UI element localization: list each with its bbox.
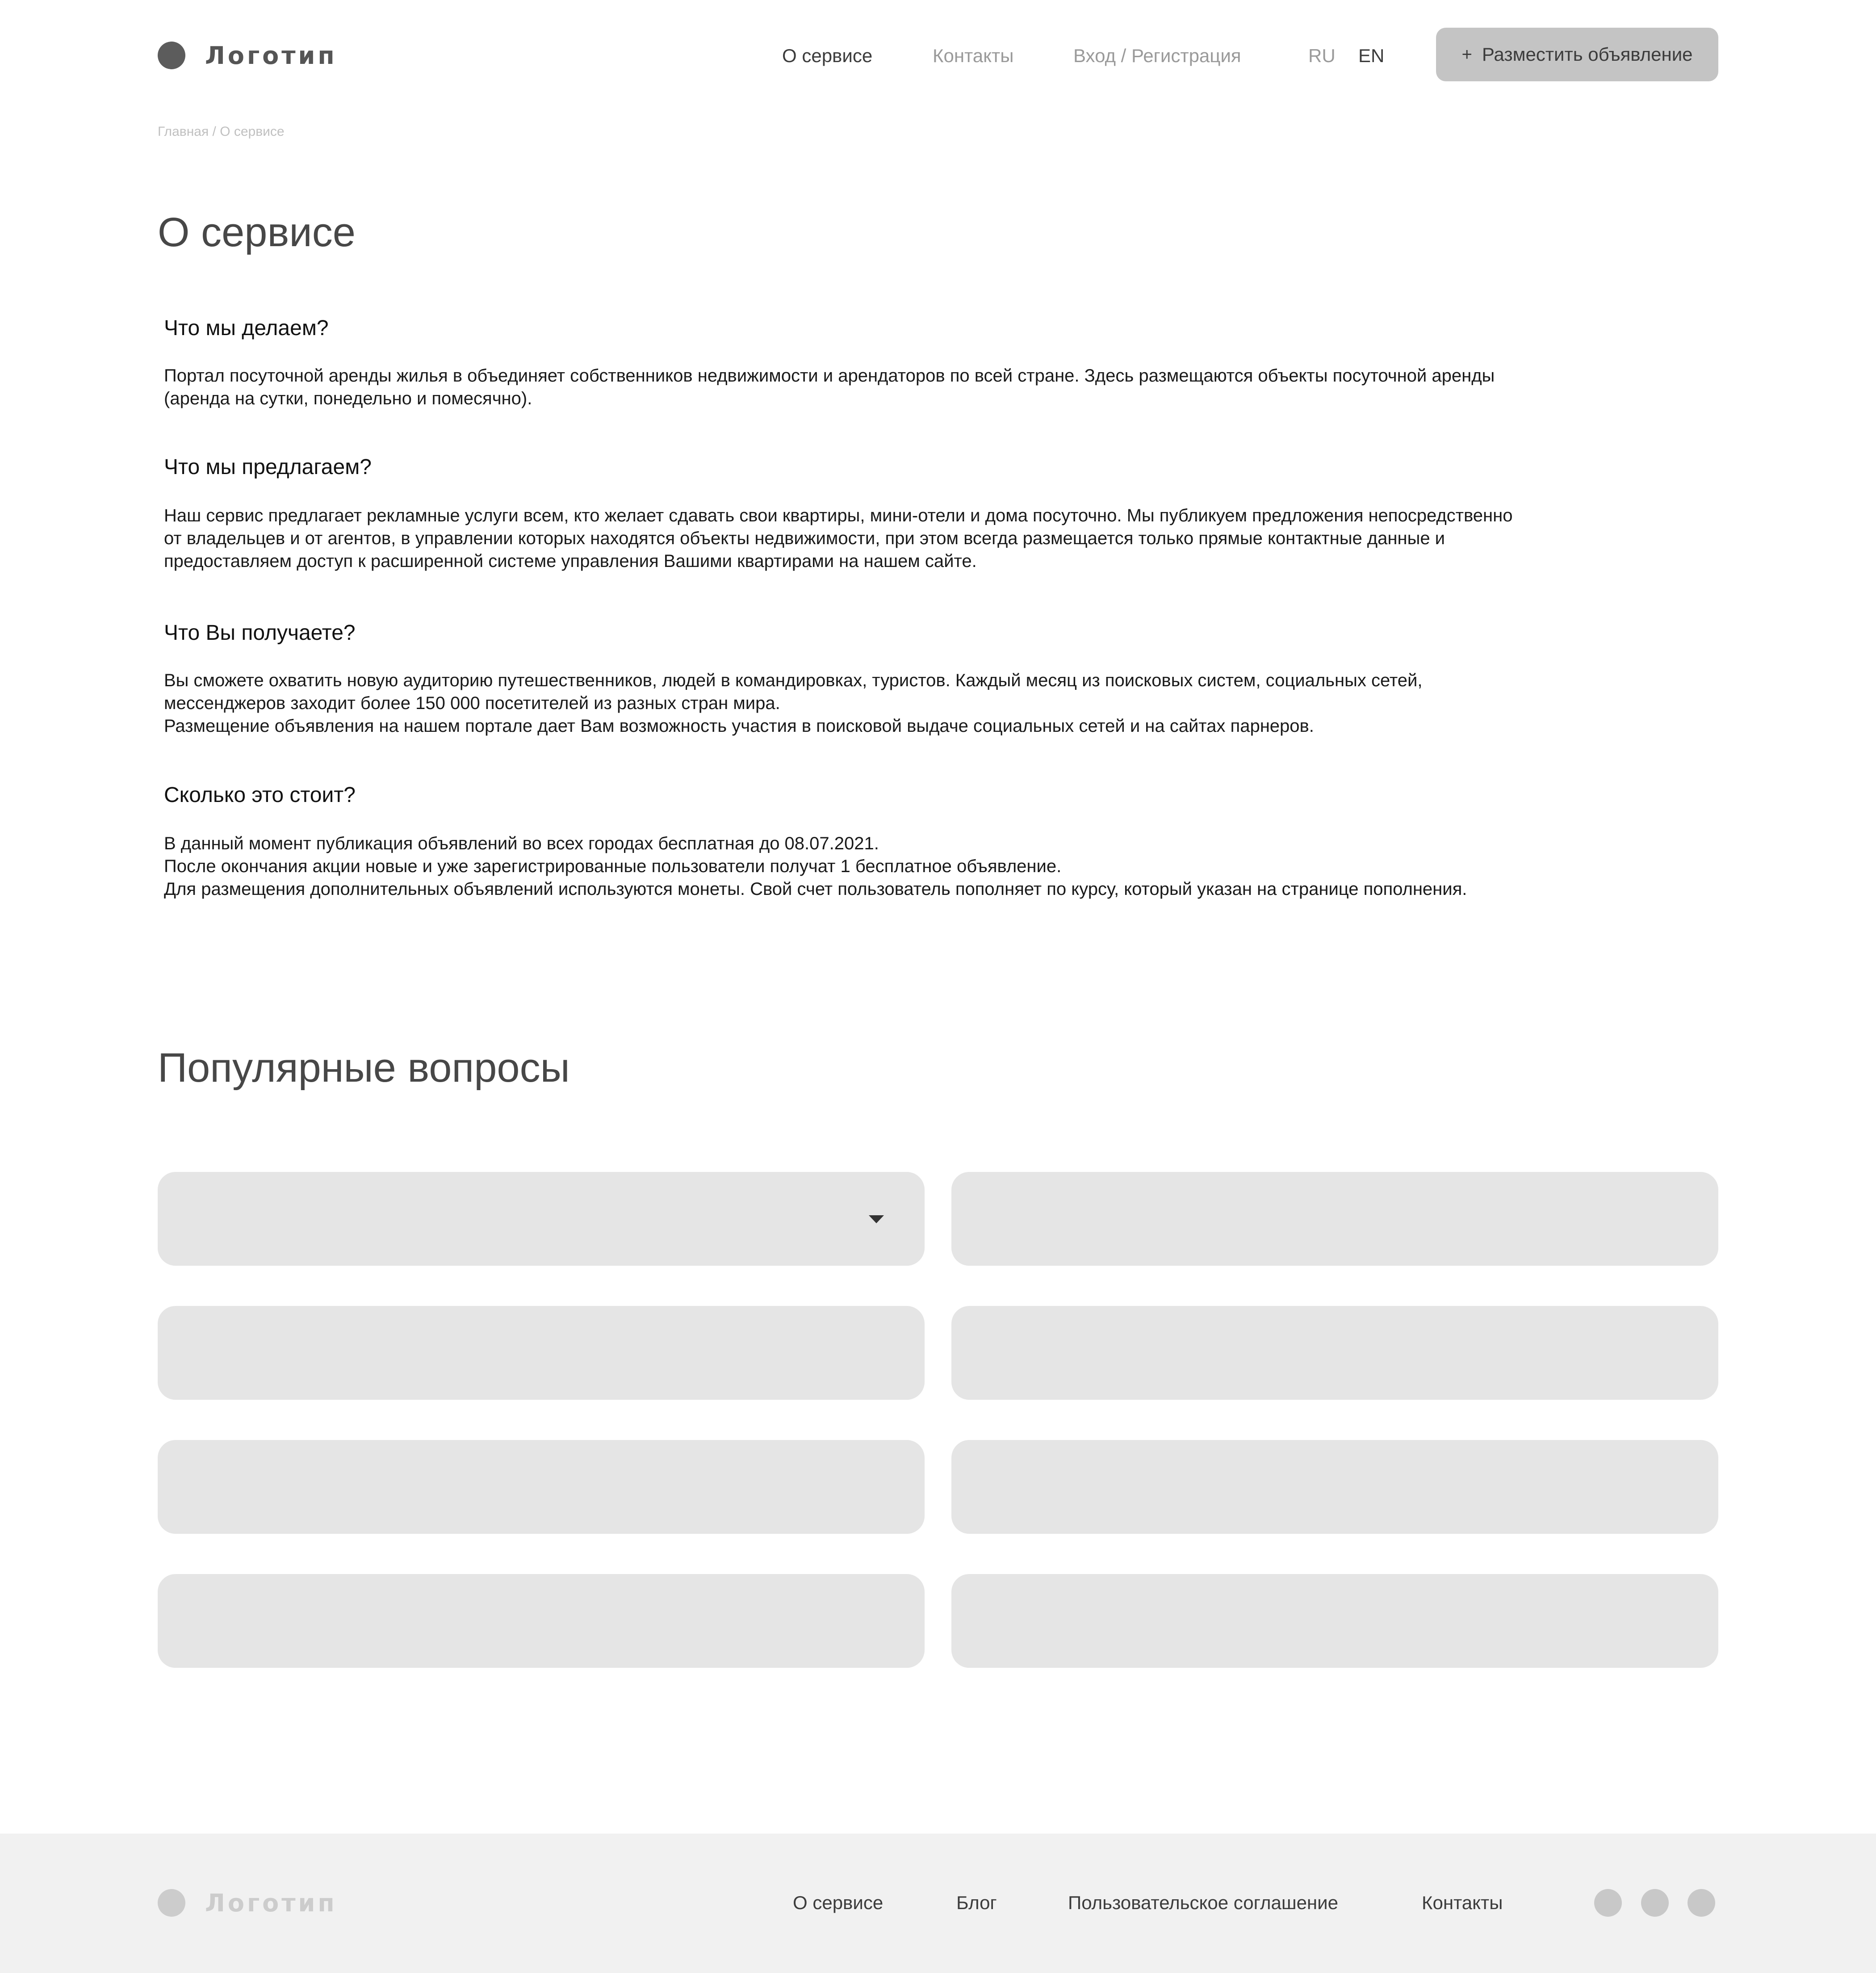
section-line: предоставляем доступ к расширенной системе управления Вашими квартирами на нашем сайте. <box>164 551 977 571</box>
site-footer <box>0 1834 1876 1973</box>
social-icon[interactable] <box>1641 1889 1669 1917</box>
section-line: от владельцев и от агентов, в управлении которых находятся объекты недвижимости, при этом всегда размещается только прямые контактные данные и <box>164 529 1445 548</box>
logo-text: Логотип <box>205 41 337 70</box>
footer-link-agreement[interactable]: Пользовательское соглашение <box>1068 1892 1338 1913</box>
lang-en[interactable]: EN <box>1358 45 1385 66</box>
chevron-down-icon[interactable] <box>869 1215 884 1223</box>
social-icon[interactable] <box>1688 1889 1715 1917</box>
section-line: Портал посуточной аренды жилья в объединяет собственников недвижимости и арендаторов по всей стране. Здесь размещаются объекты посуточной аренды <box>164 366 1495 386</box>
faq-item[interactable] <box>951 1440 1718 1534</box>
section-what-we-do <box>164 315 1709 408</box>
section-heading: Что мы предлагаем? <box>164 455 372 479</box>
site-header <box>0 0 1876 112</box>
section-text <box>164 832 1467 901</box>
logo-icon <box>158 1889 185 1917</box>
section-what-you-get <box>164 620 1709 736</box>
faq-item[interactable] <box>158 1440 925 1534</box>
section-what-we-offer <box>164 454 1709 571</box>
faq-item[interactable] <box>158 1172 925 1266</box>
section-line: В данный момент публикация объявлений во всех городах бесплатная до 08.07.2021. <box>164 834 879 853</box>
logo-icon <box>158 42 185 69</box>
social-icon[interactable] <box>1594 1889 1622 1917</box>
section-line: мессенджеров заходит более 150 000 посетителей из разных стран мира. <box>164 693 780 713</box>
section-line: Наш сервис предлагает рекламные услуги всем, кто желает сдавать свои квартиры, мини-отели и дома посуточно. Мы публикуем предложения непосредственно <box>164 506 1513 525</box>
faq-item[interactable] <box>951 1574 1718 1668</box>
nav-contacts[interactable]: Контакты <box>933 45 1014 66</box>
section-how-much <box>164 782 1709 899</box>
faq-item[interactable] <box>951 1306 1718 1400</box>
section-text <box>164 504 1512 573</box>
faq-item[interactable] <box>158 1306 925 1400</box>
section-line: (аренда на сутки, понедельно и помесячно). <box>164 389 532 408</box>
post-ad-label: Разместить объявление <box>1482 44 1693 65</box>
section-line: Вы сможете охватить новую аудиторию путешественников, людей в командировках, туристов. Каждый месяц из поисковых систем, социальных сетей, <box>164 671 1423 690</box>
section-text <box>164 365 1495 410</box>
nav-about[interactable]: О сервисе <box>782 45 873 66</box>
faq-item[interactable] <box>158 1574 925 1668</box>
footer-link-about[interactable]: О сервисе <box>793 1892 884 1913</box>
section-heading: Сколько это стоит? <box>164 783 356 807</box>
lang-ru[interactable]: RU <box>1308 45 1336 66</box>
plus-icon: + <box>1461 44 1472 64</box>
footer-link-contacts[interactable]: Контакты <box>1422 1892 1503 1913</box>
section-heading: Что мы делаем? <box>164 316 329 340</box>
logo[interactable] <box>158 41 337 70</box>
footer-logo-text: Логотип <box>205 1889 337 1917</box>
section-line: Размещение объявления на нашем портале дает Вам возможность участия в поисковой выдаче социальных сетей и на сайтах парнеров. <box>164 716 1314 736</box>
footer-link-blog[interactable]: Блог <box>956 1892 997 1913</box>
post-ad-button[interactable] <box>1436 28 1718 81</box>
section-text <box>164 669 1422 738</box>
faq-item[interactable] <box>951 1172 1718 1266</box>
section-line: Для размещения дополнительных объявлений используются монеты. Свой счет пользователь пополняет по курсу, который указан на странице пополнения. <box>164 879 1467 899</box>
faq-title: Популярные вопросы <box>158 1045 570 1091</box>
section-line: После окончания акции новые и уже зарегистрированные пользователи получат 1 бесплатное объявление. <box>164 856 1062 876</box>
nav-login-register[interactable]: Вход / Регистрация <box>1073 45 1241 66</box>
footer-logo[interactable] <box>158 1889 337 1917</box>
section-heading: Что Вы получаете? <box>164 621 356 645</box>
breadcrumb[interactable]: Главная / О сервисе <box>158 124 285 139</box>
page-title: О сервисе <box>158 210 356 255</box>
